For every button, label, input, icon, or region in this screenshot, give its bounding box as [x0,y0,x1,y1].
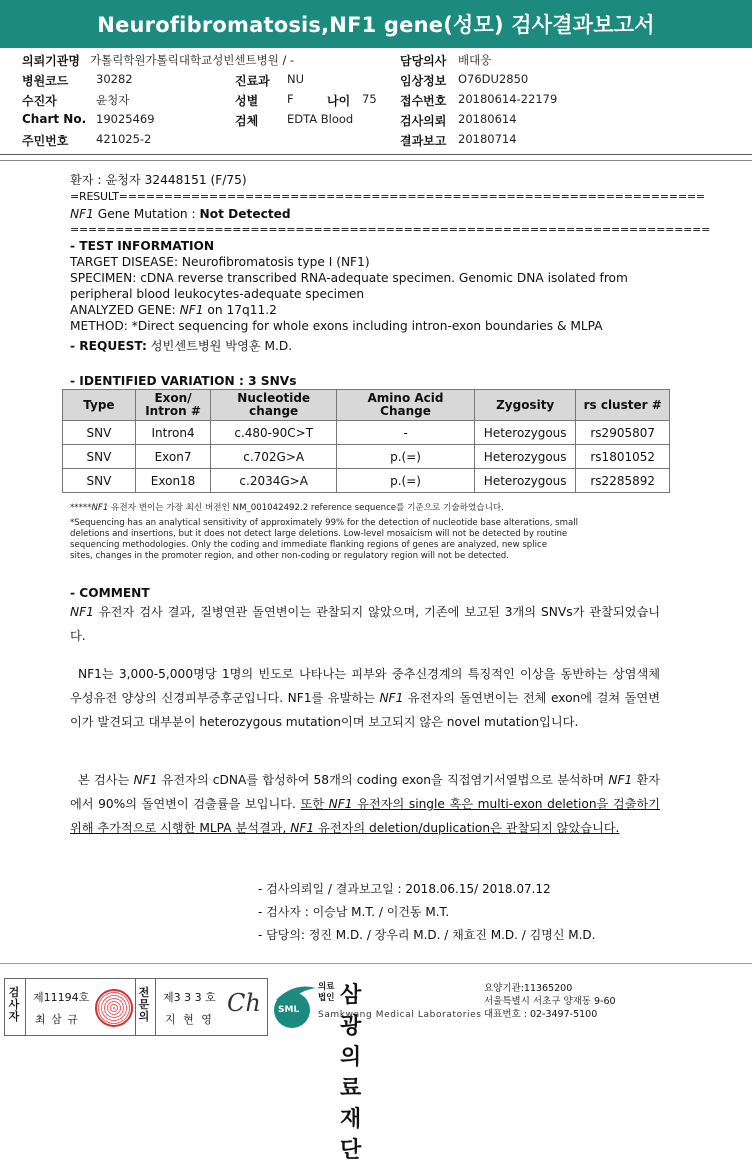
mutation-status: Not Detected [199,207,291,221]
clinical-info-value: O76DU2850 [458,72,529,86]
examiner-name: 최 삼 규 [35,1013,79,1026]
analyzed-suffix: on 17q11.2 [203,303,277,317]
signoff-doctors: - 담당의: 정진 M.D. / 장우리 M.D. / 채효진 M.D. / 김명신 M.D. [258,928,596,942]
header-divider [0,154,752,155]
clinical-info-label: 임상정보 [400,74,447,88]
specimen-line-2: peripheral blood leukocytes-adequate specimen [70,287,365,301]
col-zygosity: Zygosity [474,390,575,421]
table-cell: Intron4 [135,421,210,445]
specialist-number: 제3 3 3 호 [163,991,216,1004]
col-type: Type [63,390,136,421]
col-nucleotide: Nucleotide change [211,390,337,421]
analyzed-gene: NF1 [179,303,204,317]
signature-mark: Ch [227,989,261,1017]
patient-line: 환자 : 윤청자 32448151 (F/75) [70,173,247,187]
sex-label: 성별 [235,94,259,108]
comment-title: - COMMENT [70,586,150,600]
signoff-examiners: - 검사자 : 이승남 M.T. / 이건동 M.T. [258,905,450,919]
examiner-seal-icon [95,989,133,1027]
chart-value: 19025469 [96,112,155,126]
dept-value: NU [287,72,305,86]
mutation-gene: NF1 [70,207,94,221]
footnote-sensitivity: *Sequencing has an analytical sensitivity of approximately 99% for the detection of nucleotide base alterations, small deletions and insertions, but it does not detect large deletions. Low-level mosaicism will not be detected by routine sequencing methodologies. Only the coding and immediate flanking regions of genes are analyzed, new splice sites, changes in the promoter region, and other non-coding or regulatory region will not be detected. [70,518,579,561]
examiner-vertical-label: 검사자 [8,986,20,1023]
footer-divider [0,963,752,964]
id-label: 주민번호 [22,134,69,148]
specimen-label: 검체 [235,114,259,128]
chart-label: Chart No. [22,112,87,126]
request-date-value: 20180614 [458,112,517,126]
signature-block [4,978,268,1036]
doctor-value: 배대웅 [458,53,492,67]
logo-text: SML [278,1005,300,1015]
examiner-number: 제11194호 [33,991,90,1004]
result-separator: =RESULT================================================================= [70,190,705,203]
age-label: 나이 [327,94,351,108]
comment-paragraph-2: NF1는 3,000-5,000명당 1명의 빈도로 나타나는 피부와 중추신경계의 특징적인 이상을 동반하는 상염색체 우성유전 양상의 신경피부증후군입니다. NF1를 유발하는 NF1 유전자의 돌연변이는 전체 exon에 걸쳐 돌연변이가 발견되고 대부분이 heterozygous mutation이며 보고되지 않은 novel mutation입니다. [70,667,660,729]
dept-label: 진료과 [235,74,270,88]
request-date-label: 검사의뢰 [400,114,447,128]
table-cell: Heterozygous [474,469,575,493]
signoff-dates: - 검사의뢰일 / 결과보고일 : 2018.06.15/ 2018.07.12 [258,882,551,896]
id-value: 421025-2 [96,132,152,146]
col-amino-acid: Amino Acid Change [337,390,475,421]
table-cell: - [337,421,475,445]
table-row [63,445,670,469]
target-disease: TARGET DISEASE: Neurofibromatosis type I (NF1) [70,255,370,269]
table-cell: rs2905807 [576,421,670,445]
patient-label: 수진자 [22,94,57,108]
analyzed-prefix: ANALYZED GENE: [70,303,180,317]
institution-value: 가톨릭학원가톨릭대학교성빈센트병원 / - [90,53,295,67]
variation-title: - IDENTIFIED VARIATION : 3 SNVs [70,374,297,388]
table-cell: SNV [63,469,136,493]
request-line [70,338,292,354]
comment-paragraph-3: 본 검사는 NF1 유전자의 cDNA를 합성하여 58개의 coding exon을 직접염기서열법으로 분석하며 NF1 환자에서 90%의 돌연변이 검출률을 보입니다. 또한 NF1 유전자의 single 혹은 multi-exon deletion을 검출하기 위해 추가적으로 시행한 MLPA 분석결과, NF1 유전자의 deletion/duplication은 관찰되지 않았습니다. [70,773,661,835]
variation-table [62,389,670,493]
doctor-label: 담당의사 [400,54,447,68]
receipt-value: 20180614-22179 [458,92,558,106]
receipt-label: 접수번호 [400,94,447,108]
report-title: Neurofibromatosis,NF1 gene(성모) 검사결과보고서 [0,0,752,48]
organization-info: 요양기관:11365200 서울특별시 서초구 양재동 9-60 대표번호 : 02-3497-5100 [484,983,616,1020]
mutation-line [70,206,291,222]
table-cell: Exon18 [135,469,210,493]
table-cell: rs2285892 [576,469,670,493]
comment-paragraph-1: NF1 유전자 검사 결과, 질병연관 돌연변이는 관찰되지 않았으며, 기존에 보고된 3개의 SNVs가 관찰되었습니다. [70,605,660,643]
organization-english: Samkwang Medical Laboratories [318,1010,482,1020]
hospital-code-label: 병원코드 [22,74,69,88]
specialist-name: 지 현 영 [165,1013,214,1026]
table-cell: Heterozygous [474,421,575,445]
col-exon: Exon/ Intron # [135,390,210,421]
sex-value: F [287,92,294,106]
table-header-row [63,390,670,421]
header-divider-thin [0,160,752,161]
table-cell: c.702G>A [211,445,337,469]
table-cell: Heterozygous [474,445,575,469]
report-date-label: 결과보고 [400,134,447,148]
institution-label: 의뢰기관명 [22,54,80,68]
corp-label: 의료 법인 [318,982,335,1003]
equals-separator: ======================================================================= [70,223,711,236]
analyzed-gene-line [70,302,277,318]
age-value: 75 [362,92,377,106]
col-rs-cluster: rs cluster # [576,390,670,421]
request-value: 성빈센트병원 박영훈 M.D. [146,339,293,353]
organization-name: 삼광의료재단 [340,983,364,1163]
table-row [63,469,670,493]
test-info-title: - TEST INFORMATION [70,239,215,253]
table-cell: p.(=) [337,469,475,493]
hospital-code-value: 30282 [96,72,133,86]
table-cell: rs1801052 [576,445,670,469]
specialist-vertical-label: 전문의 [138,986,150,1023]
organization-logo [272,980,482,1163]
request-label: - REQUEST: [70,339,147,353]
table-cell: SNV [63,445,136,469]
specimen-value: EDTA Blood [287,112,354,126]
table-cell: c.2034G>A [211,469,337,493]
mutation-text: Gene Mutation : [93,207,200,221]
footnote-reference: *****NF1 유전자 변이는 가장 최신 버전인 NM_001042492.2 reference sequence를 기준으로 기술하였습니다. [70,503,504,513]
table-row [63,421,670,445]
report-date-value: 20180714 [458,132,517,146]
specimen-line-1: SPECIMEN: cDNA reverse transcribed RNA-adequate specimen. Genomic DNA isolated from [70,271,628,285]
table-cell: c.480-90C>T [211,421,337,445]
method-line: METHOD: *Direct sequencing for whole exons including intron-exon boundaries & MLPA [70,319,603,333]
table-cell: SNV [63,421,136,445]
patient-value: 윤청자 [96,93,130,107]
table-cell: Exon7 [135,445,210,469]
table-cell: p.(=) [337,445,475,469]
